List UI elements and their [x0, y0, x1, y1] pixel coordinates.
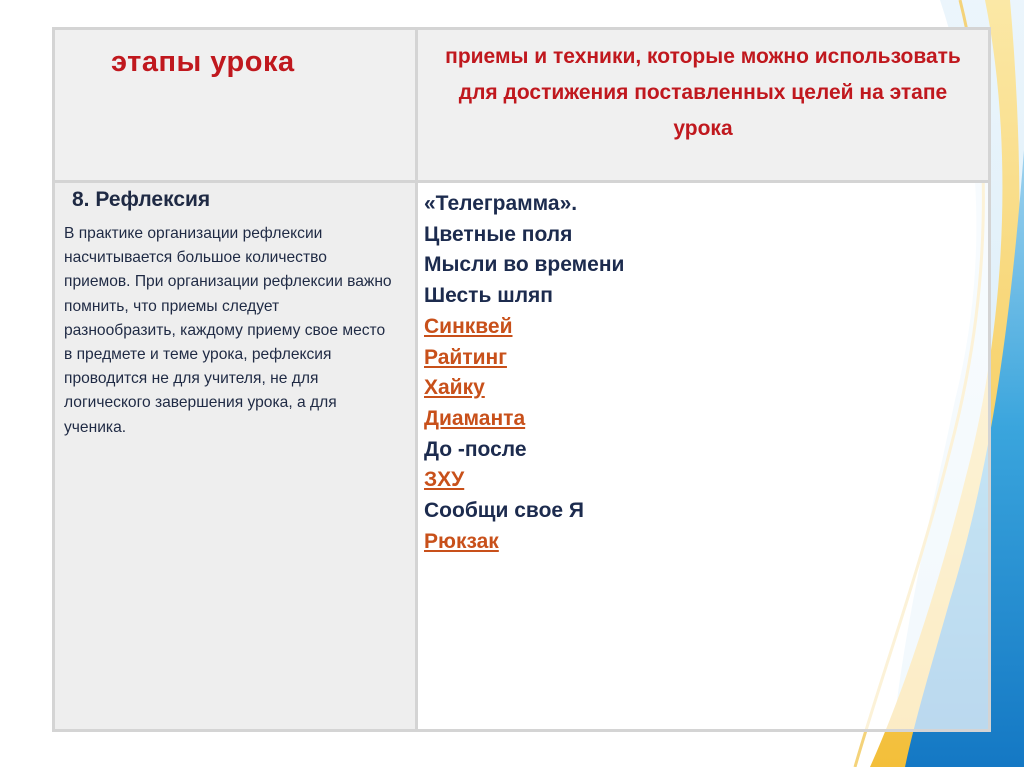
technique-link-sinkvey[interactable]: Синквей — [424, 314, 513, 338]
stage-description: В практике организации рефлексии насчитывается большое количество приемов. При организации рефлексии важно помнить, что приемы следует разнообразить, каждому приему свое место в предмете и теме урока, рефлексия проводится не для учителя, не для логического завершения урока, а для ученика. — [64, 225, 392, 436]
column-divider — [415, 30, 418, 729]
row-divider — [55, 180, 988, 183]
technique-link-rating[interactable]: Райтинг — [424, 345, 507, 369]
technique-item: До -после — [424, 437, 527, 461]
lesson-stages-table — [52, 27, 991, 732]
technique-item: «Телеграмма». — [424, 192, 578, 215]
technique-item: Шесть шляп — [424, 284, 553, 308]
techniques-cell — [418, 183, 988, 729]
technique-item: Мысли во времени — [424, 253, 625, 277]
technique-link-zhu[interactable]: ЗХУ — [424, 468, 465, 492]
stage-cell — [55, 183, 415, 729]
technique-link-haiku[interactable]: Хайку — [424, 376, 485, 400]
technique-link-backpack[interactable]: Рюкзак — [424, 529, 499, 553]
header-cell-techniques — [418, 30, 988, 180]
header-techniques-text: приемы и техники, которые можно использовать для достижения поставленных целей на этапе урока — [445, 45, 961, 140]
technique-link-diamanta[interactable]: Диаманта — [424, 406, 526, 430]
technique-item: Сообщи свое Я — [424, 499, 585, 523]
techniques-list — [424, 189, 624, 557]
stage-title: 8. Рефлексия — [72, 188, 211, 211]
technique-item: Цветные поля — [424, 222, 573, 246]
header-cell-stages — [55, 30, 415, 180]
header-stages-text: этапы урока — [111, 46, 295, 78]
